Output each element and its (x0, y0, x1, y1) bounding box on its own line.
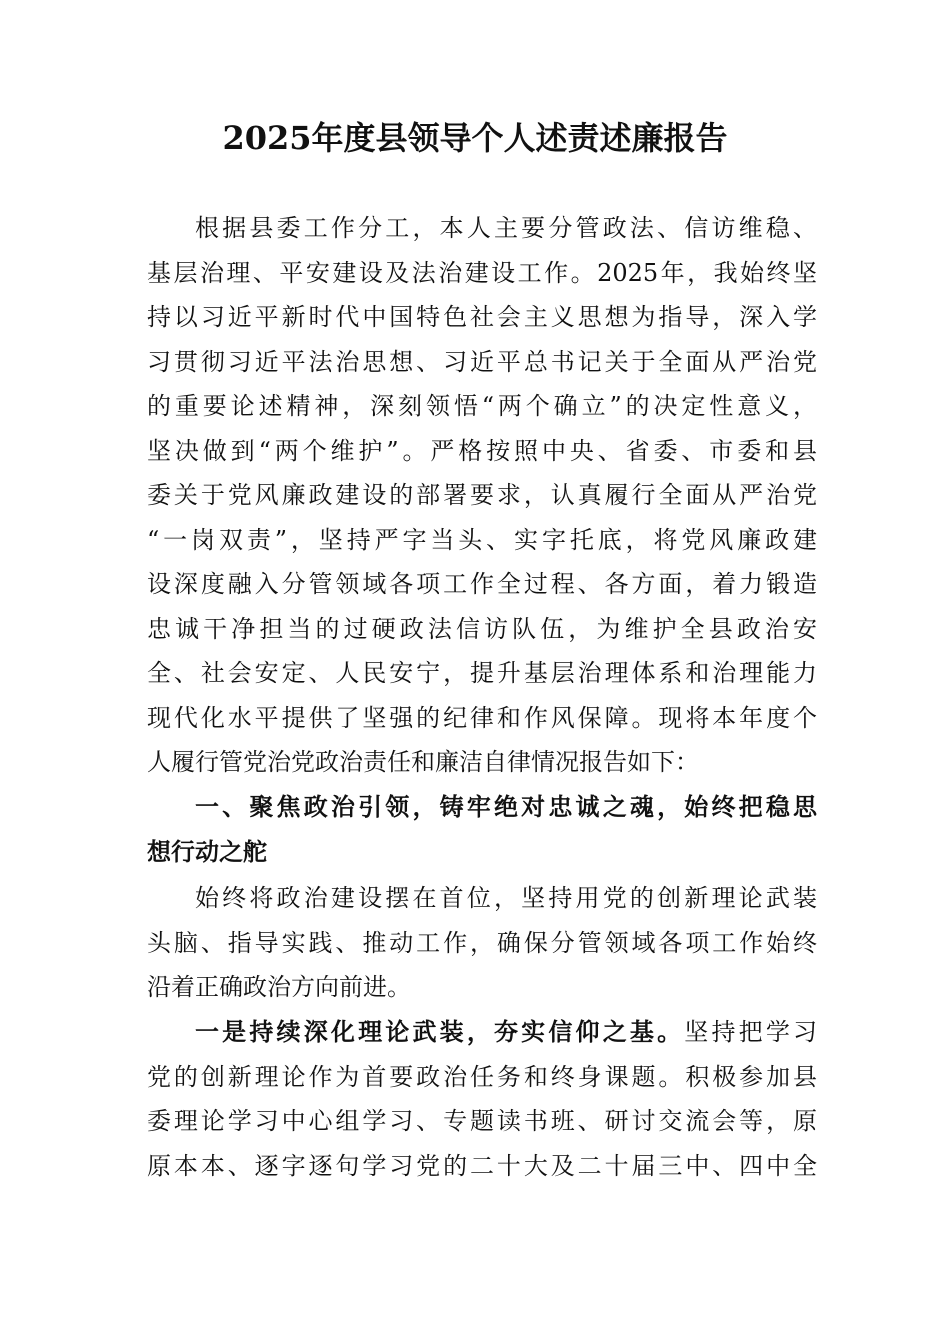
text-line: 习贯彻习近平法治思想、习近平总书记关于全面从严治党 (147, 347, 817, 376)
text-line (147, 1010, 817, 1055)
point-paragraph (147, 1010, 817, 1188)
text-line: 始终将政治建设摆在首位，坚持用党的创新理论武装 (195, 884, 817, 912)
text-line: 人履行管党治党政治责任和廉洁自律情况报告如下： (147, 748, 699, 776)
page-title: 2025年度县领导个人述责述廉报告 (222, 119, 728, 157)
text-line: 的重要论述精神，深刻领悟“两个确立”的决定性意义， (147, 392, 817, 420)
text-line: 基层治理、平安建设及法治建设工作。2025年，我始终坚 (147, 258, 817, 287)
point-lead-rest: 坚持把学习 (684, 1018, 818, 1046)
text-line: 持以习近平新时代中国特色社会主义思想为指导，深入学 (147, 303, 817, 331)
heading-line: 想行动之舵 (147, 837, 267, 866)
text-line: 现代化水平提供了坚强的纪律和作风保障。现将本年度个 (147, 703, 817, 732)
text-line: 原本本、逐字逐句学习党的二十大及二十届三中、四中全 (147, 1151, 817, 1180)
section-paragraph (147, 876, 817, 1010)
text-line: 头脑、指导实践、推动工作，确保分管领域各项工作始终 (147, 928, 817, 957)
text-line: 根据县委工作分工，本人主要分管政法、信访维稳、 (195, 214, 817, 242)
text-line: 委理论学习中心组学习、专题读书班、研讨交流会等，原 (147, 1107, 817, 1135)
heading-line: 一、聚焦政治引领，铸牢绝对忠诚之魂，始终把稳思 (195, 793, 817, 821)
text-line: 设深度融入分管领域各项工作全过程、各方面，着力锻造 (147, 570, 817, 598)
text-line: “一岗双责”，坚持严字当头、实字托底，将党风廉政建 (147, 525, 817, 554)
section-heading (147, 785, 817, 874)
point-lead: 一是持续深化理论武装，夯实信仰之基。 (195, 1018, 685, 1046)
text-line: 委关于党风廉政建设的部署要求，认真履行全面从严治党 (147, 481, 817, 509)
intro-paragraph (147, 206, 817, 785)
text-line: 全、社会安定、人民安宁，提升基层治理体系和治理能力 (147, 659, 817, 687)
text-line: 坚决做到“两个维护”。严格按照中央、省委、市委和县 (147, 436, 817, 465)
text-line: 沿着正确政治方向前进。 (147, 973, 411, 1001)
text-line: 党的创新理论作为首要政治任务和终身课题。积极参加县 (147, 1062, 817, 1091)
text-line: 忠诚干净担当的过硬政法信访队伍，为维护全县政治安 (147, 614, 817, 643)
